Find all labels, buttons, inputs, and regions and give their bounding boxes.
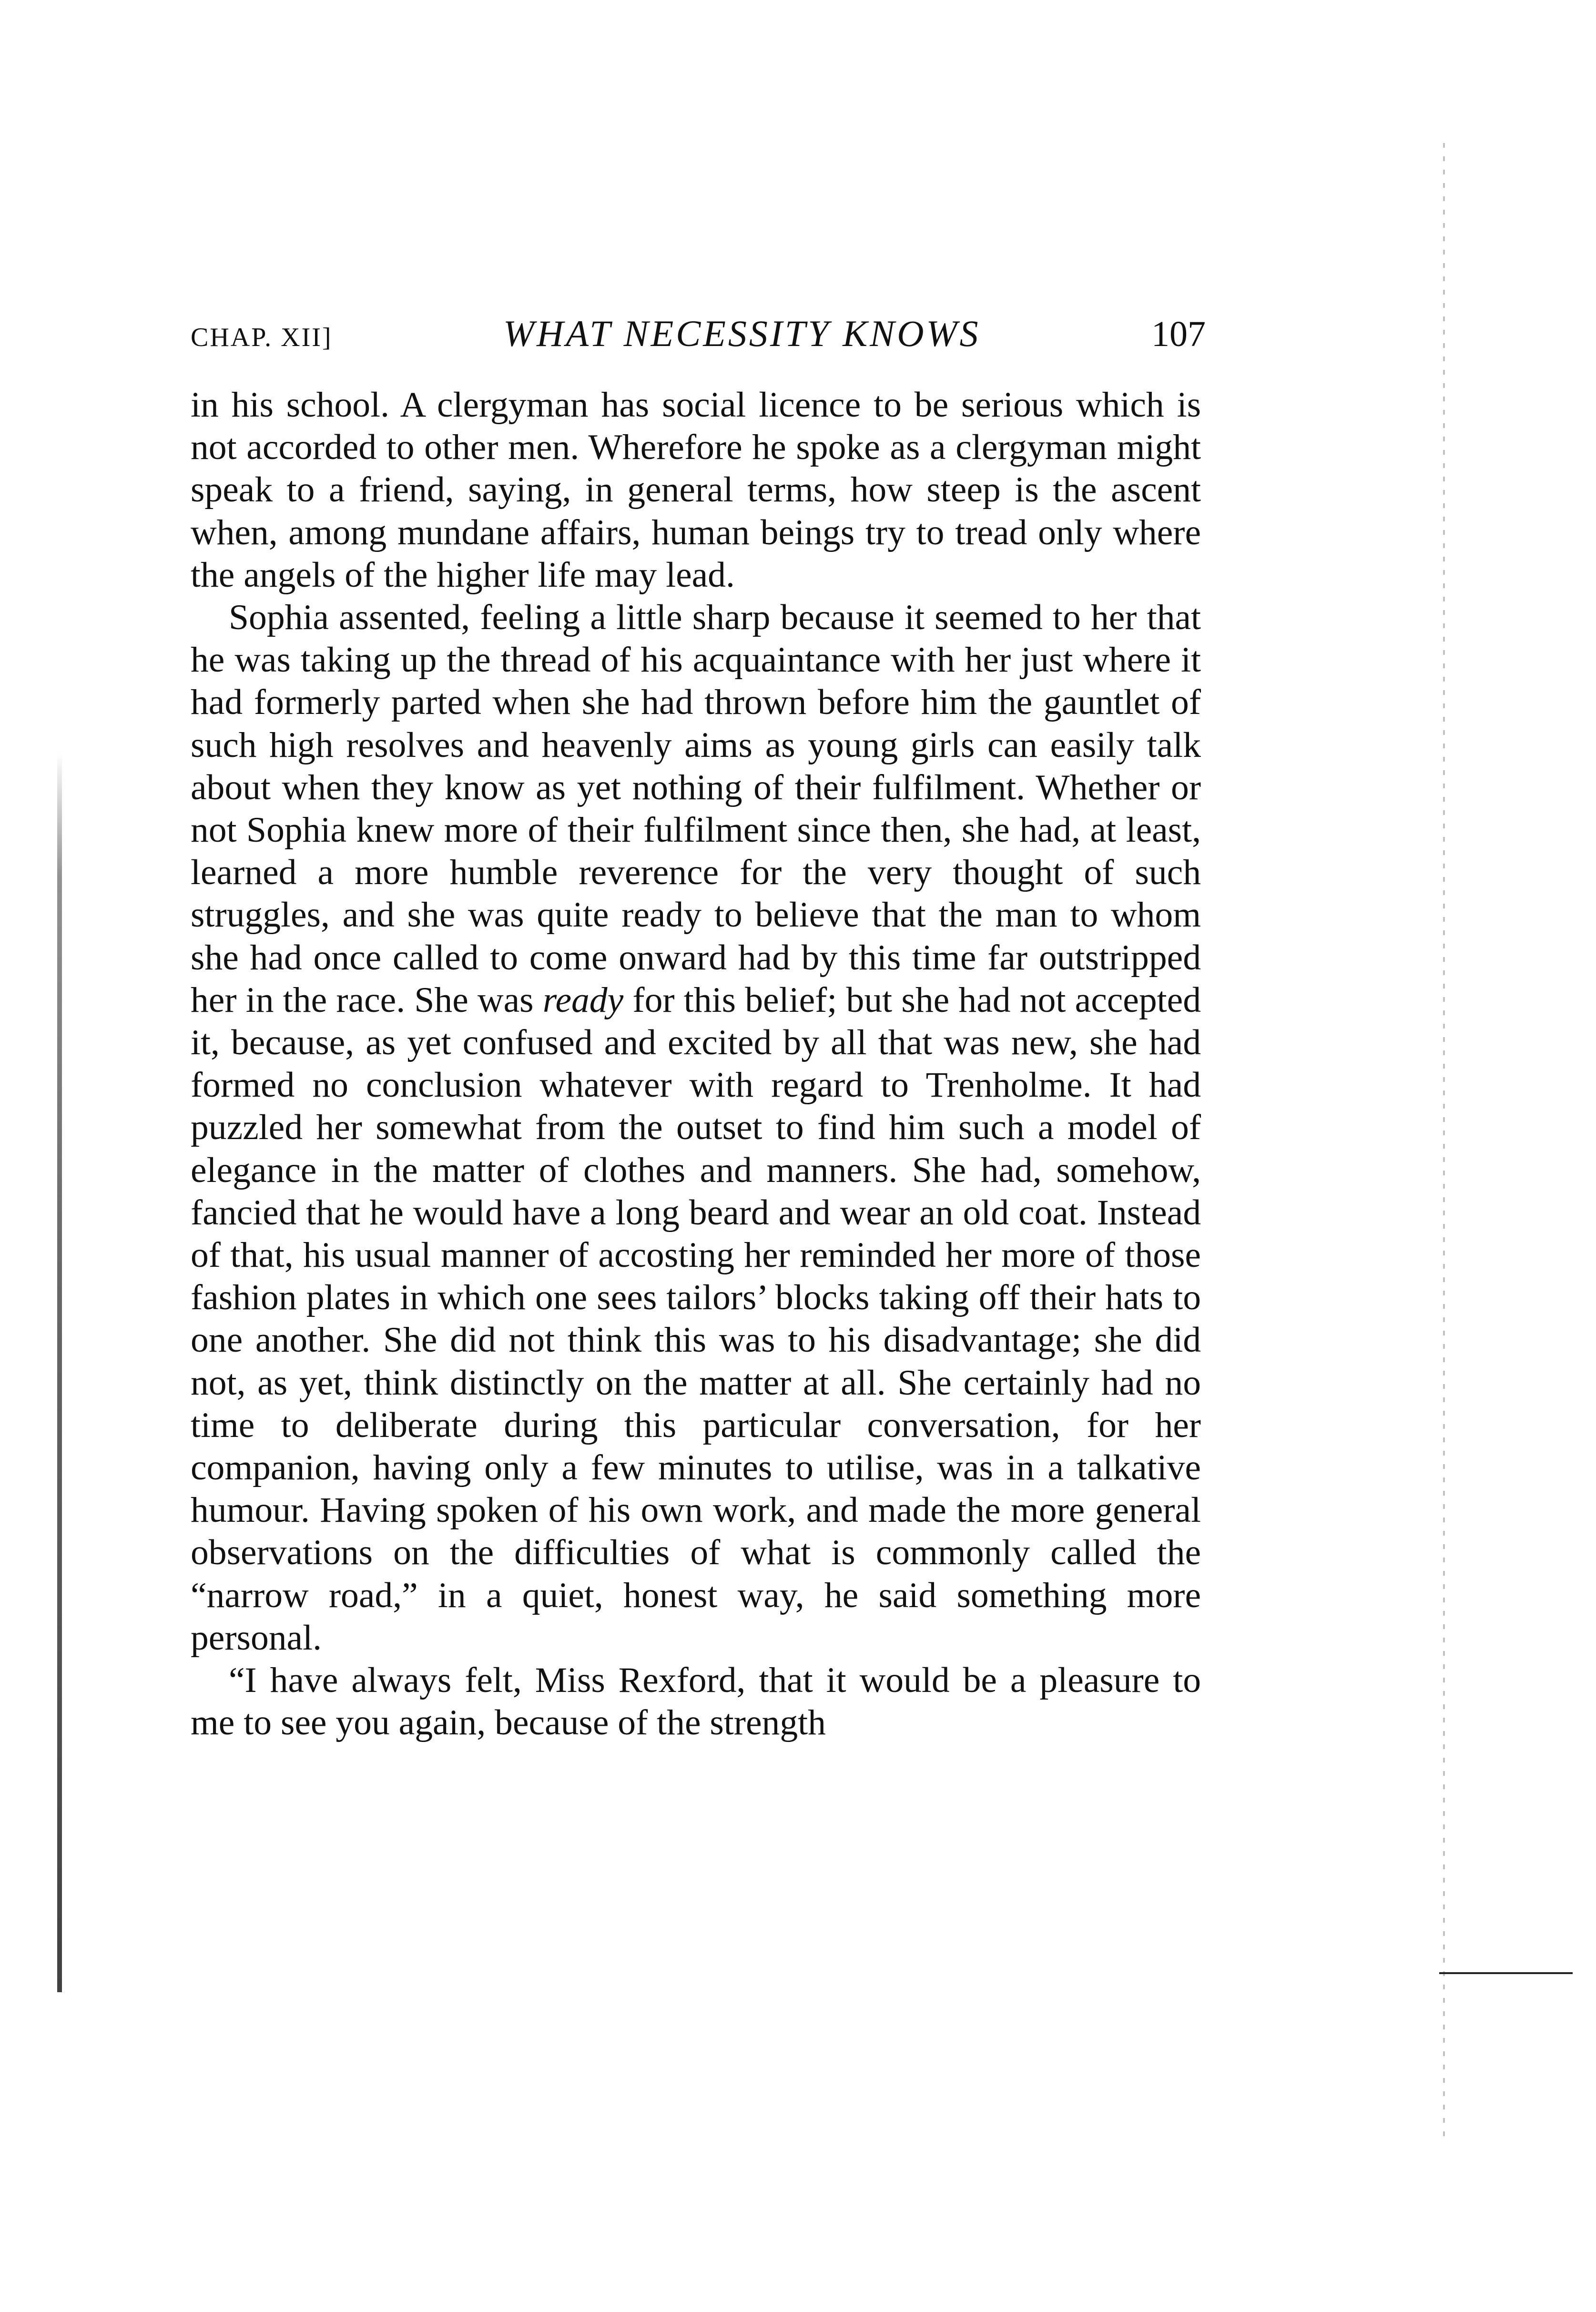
paragraph-2 [191,596,1201,1659]
scan-rule-mark [1439,1972,1573,1974]
paragraph-3: “I have always felt, Miss Rexford, that it would be a pleasure to me to see you again, because of the strength [191,1660,1201,1743]
paragraph-1: in his school. A clergyman has social licence to be serious which is not accorded to other men. Wherefore he spoke as a clergyman might speak to a friend, saying, in general terms, how steep is the ascent when, among mundane affairs, human beings try to tread only where the angels of the higher life may lead. [191,385,1201,595]
running-head [191,312,1206,365]
body-text [191,384,1201,1744]
page-number: 107 [1151,314,1206,354]
paragraph-2-before: Sophia assented, feeling a little sharp because it seemed to her that he was taking up the thread of his acquaintance with her just where it had formerly parted when she had thrown before him the gauntlet of such high resolves and heavenly aims as young girls can easily talk about when they know as yet nothing of their fulfilment. Whether or not Sophia knew more of their fulfilment since then, she had, at least, learned a more humble reverence for the very thought of such struggles, and she was quite ready to believe that the man to whom she had once called to come onward had by this time far outstripped her in the race. She was [191,598,1201,1020]
paragraph-2-after: for this belief; but she had not accepted it, because, as yet confused and excited by all that was new, she had formed no conclusion whatever with regard to Trenholme. It had puzzled her somewhat from the outset to find him such a model of elegance in the matter of clothes and manners. She had, somehow, fancied that he would have a long beard and wear an old coat. Instead of that, his usual manner of accosting her reminded her more of those fashion plates in which one sees tailors’ blocks taking off their hats to one another. She did not think this was to his disadvantage; she did not, as yet, think distinctly on the matter at all. She certainly had no time to deliberate during this particular conversation, for her companion, having only a few minutes to utilise, was in a talkative humour. Having spoken of his own work, and made the more general observations on the difficulties of what is commonly called the “narrow road,” in a quiet, honest way, he said something more personal. [191,980,1201,1658]
running-title: WHAT NECESSITY KNOWS [503,313,981,354]
scan-edge-marks [1443,143,1445,2145]
paragraph-2-emphasis: ready [542,980,624,1020]
scan-binding-shadow [57,753,62,1992]
chapter-label: CHAP. XII] [191,323,333,352]
